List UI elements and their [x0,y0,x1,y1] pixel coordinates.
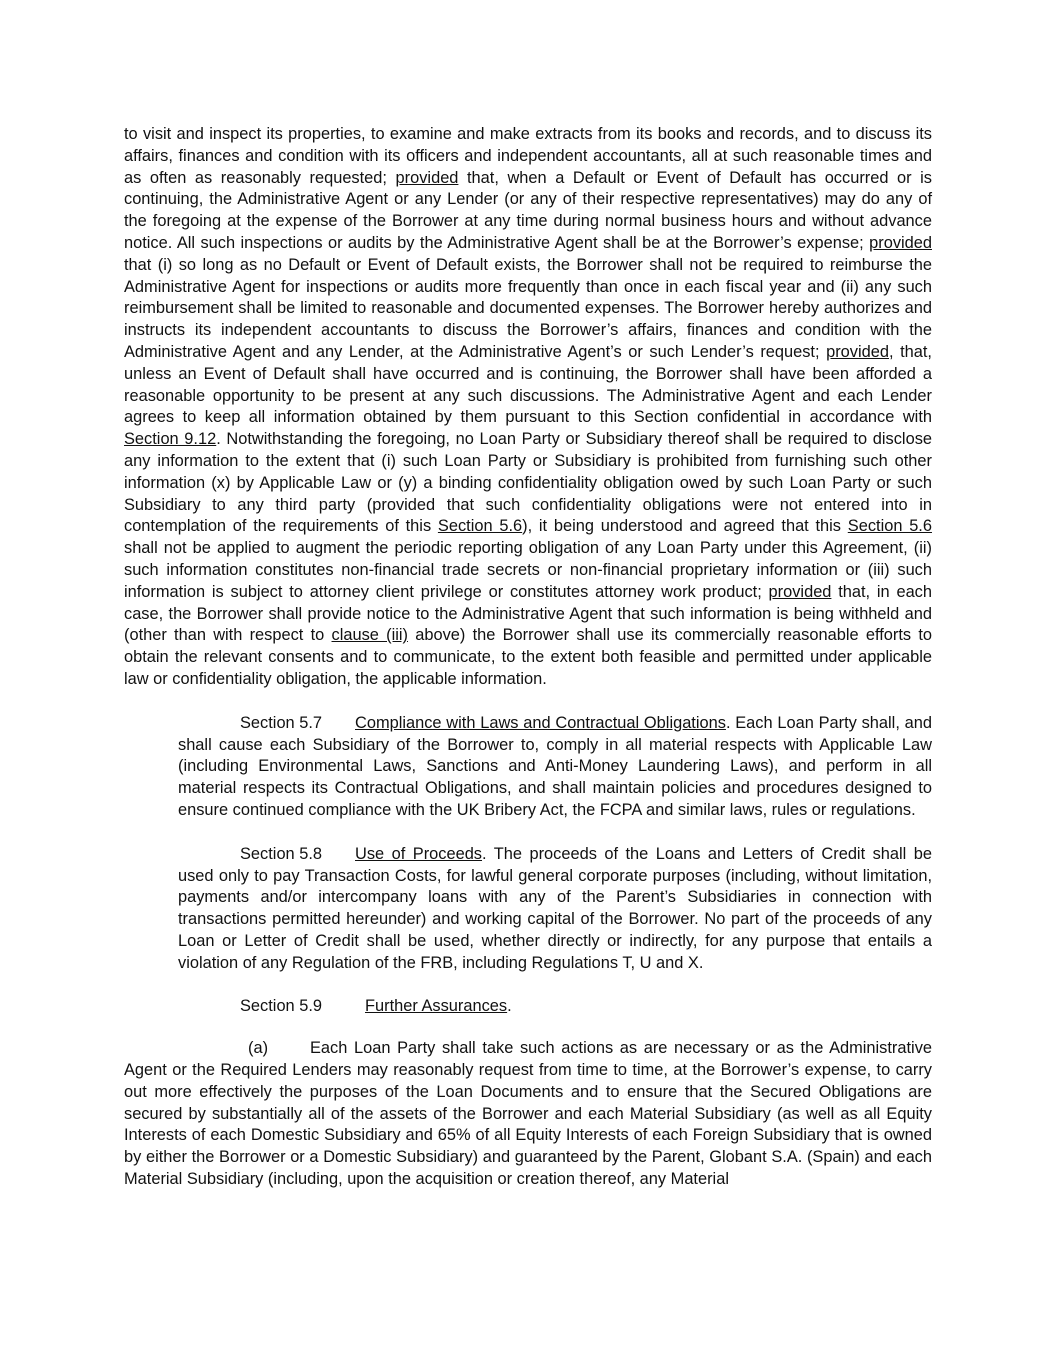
section-reference: Section 5.6 [847,517,932,536]
section-title: Further Assurances [365,997,508,1016]
underlined-term: provided [768,582,832,601]
section-number: Section 5.8 [240,844,323,863]
section-5-7 [124,713,932,822]
text-span: , that, unless an Event of Default shall have occurred and is continuing, the Borrower shall have been afforded a reasonable opportunity to be present at any such discussions. The Administrative Agent and each Lender agrees to keep all information obtained by them pursuant to this Section confidential in accordance with [124,342,932,427]
underlined-term: provided [826,342,889,361]
section-text: . [507,997,512,1016]
paragraph-inspection [124,124,932,691]
document-page [124,124,932,1191]
text-span: that, in each case, the Borrower shall provide notice to the Administrative Agent that such information is being withheld and (other than with respect to [124,582,932,645]
paragraph-a [124,1038,932,1191]
text-span: that, when a Default or Event of Default has occurred or is continuing, the Administrative Agent or any Lender (or any of their respective representatives) may do any of the foregoing at the expense of the Borrower at any time during normal business hours and without advance notice. All such inspections or audits by the Administrative Agent shall be at the Borrower’s expense; [124,168,933,252]
section-title: Compliance with Laws and Contractual Obligations [355,713,726,732]
underlined-term: provided [869,233,932,252]
text-span: above) the Borrower shall use its commercially reasonable efforts to obtain the relevant consents and to communicate, to the extent both feasible and permitted under applicable law or confidentiality obligation, the applicable information. [124,626,932,688]
section-text: . The proceeds of the Loans and Letters of Credit shall be used only to pay Transaction Costs, for lawful general corporate purposes (including, without limitation, payments and/or intercompany loans with any of the Parent’s Subsidiaries in connection with transactions permitted hereunder) and working capital of the Borrower. No part of the proceeds of any Loan or Letter of Credit shall be used, whether directly or indirectly, for any purpose that entails a violation of any Regulation of the FRB, including Regulations T, U and X. [178,844,933,972]
clause-label: (a) [248,1039,269,1058]
underlined-term: provided [395,168,459,187]
section-title: Use of Proceeds [355,844,483,863]
section-5-9 [124,996,932,1018]
section-number: Section 5.9 [240,997,323,1016]
text-span: ), it being understood and agreed that this [522,517,848,536]
text-span: . Notwithstanding the foregoing, no Loan Party or Subsidiary thereof shall be required to disclose any information to the extent that (i) such Loan Party or Subsidiary is prohibited from furnishing such other information (x) by Applicable Law or (y) a binding confidentiality obligation owed by such Loan Party or such Subsidiary to any third party (provided that such confidentiality obligations were not entered into in contemplation of the requirements of this [124,430,933,536]
text-span: shall not be applied to augment the periodic reporting obligation of any Loan Party under this Agreement, (ii) such information constitutes non-financial trade secrets or non-financial proprietary information or (iii) such information is subject to attorney client privilege or constitutes attorney work product; [124,539,932,601]
section-reference: Section 5.6 [437,517,523,536]
section-text: . Each Loan Party shall, and shall cause each Subsidiary of the Borrower to, comply in all material respects with Applicable Law (including Environmental Laws, Sanctions and Anti-Money Laundering Laws), and perform in all material respects its Contractual Obligations, and shall maintain policies and procedures designed to ensure continued compliance with the UK Bribery Act, the FCPA and similar laws, rules or regulations. [178,713,932,819]
section-reference: Section 9.12 [124,430,217,449]
section-number: Section 5.7 [240,713,323,732]
text-span: to visit and inspect its properties, to examine and make extracts from its books and records, and to discuss its affairs, finances and condition with its officers and independent accountants, all at such reasonable times and as often as reasonably requested; [124,125,932,187]
clause-text: Each Loan Party shall take such actions as are necessary or as the Administrative Agent or the Required Lenders may reasonably request from time to time, at the Borrower’s expense, to carry out more effectively the purposes of the Loan Documents and to ensure that the Secured Obligations are secured by substantially all of the assets of the Borrower and each Material Subsidiary (as well as all Equity Interests of each Domestic Subsidiary and 65% of all Equity Interests of each Foreign Subsidiary that is owned by either the Borrower or a Domestic Subsidiary) and guaranteed by the Parent, Globant S.A. (Spain) and each Material Subsidiary (including, upon the acquisition or creation thereof, any Material [124,1039,932,1189]
text-span: that (i) so long as no Default or Event of Default exists, the Borrower shall not be required to reimburse the Administrative Agent for inspections or audits more frequently than once in each fiscal year and (ii) any such reimbursement shall be limited to reasonable and documented expenses. The Borrower hereby authorizes and instructs its independent accountants to discuss the Borrower’s affairs, finances and condition with the Administrative Agent and any Lender, at the Administrative Agent’s or such Lender’s request; [124,255,932,361]
section-5-8 [124,844,932,975]
clause-reference: clause (iii) [331,626,408,645]
